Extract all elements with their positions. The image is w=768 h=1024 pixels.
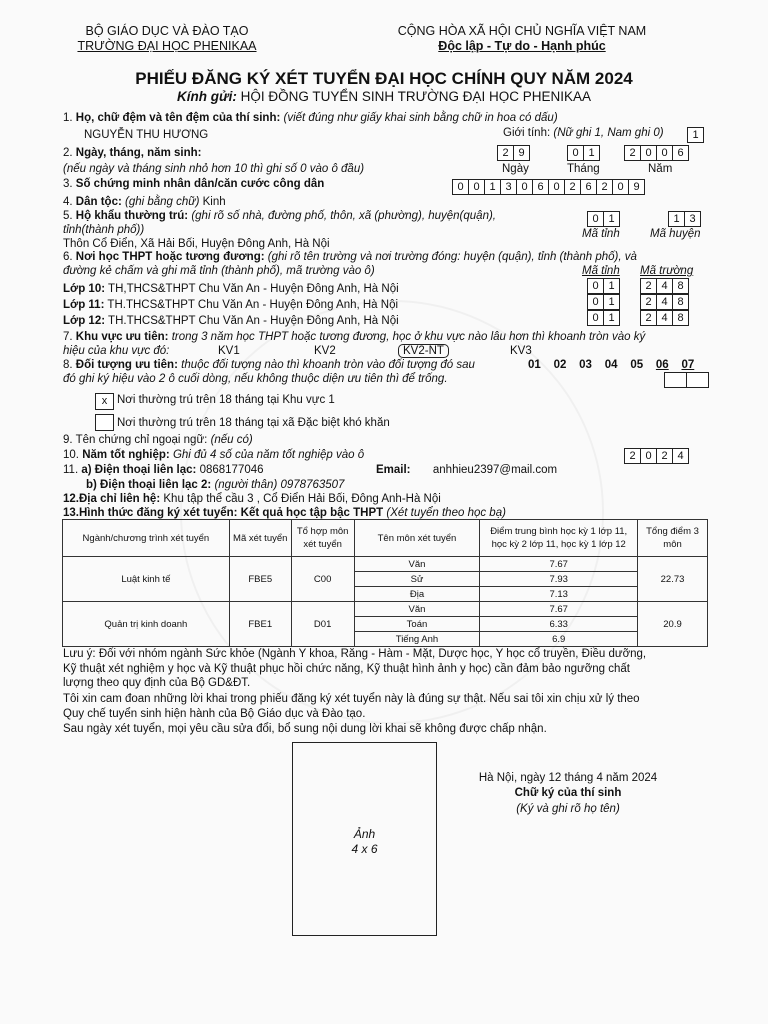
residence-district-boxes[interactable]: 1 3 (668, 211, 701, 227)
university-name: TRƯỜNG ĐẠI HỌC PHENIKAA (77, 39, 257, 53)
month-label: Tháng (567, 163, 600, 175)
field-2-label: 2. Ngày, tháng, năm sinh: (63, 147, 202, 159)
difficult-commune-checkbox[interactable] (95, 414, 114, 431)
region1-label: Nơi thường trú trên 18 tháng tại Khu vực 1 (117, 394, 335, 406)
grade-11-school-boxes[interactable]: 2 4 8 (640, 294, 689, 310)
grade-10-province-boxes[interactable]: 0 1 (587, 278, 620, 294)
score-cell: 7.13 (480, 587, 638, 602)
table-row (63, 602, 708, 617)
subject-cell: Văn (354, 557, 480, 572)
day-label: Ngày (502, 163, 529, 175)
note-line-1: Lưu ý: Đối với nhóm ngành Sức khỏe (Ngành Y khoa, Răng - Hàm - Mặt, Dược học, Y học cổ truyền, Điều dưỡng, (63, 648, 647, 660)
code-cell: FBE5 (229, 557, 291, 602)
field-7-label: 7. Khu vực ưu tiên: trong 3 năm học THPT hoặc tương đương, học ở khu vực nào lâu hơn thì khoanh tròn vào ký (63, 331, 646, 343)
subject-cell: Tiếng Anh (354, 632, 480, 647)
note-line-6: Sau ngày xét tuyển, mọi yêu cầu sửa đổi, bổ sung nội dung lời khai sẽ không được chấp nhận. (63, 723, 547, 735)
priority-code-boxes[interactable] (664, 372, 709, 388)
total-cell: 22.73 (638, 557, 708, 602)
signature-date: Hà Nội, ngày 12 tháng 4 năm 2024 (478, 772, 658, 784)
field-6-label: 6. Nơi học THPT hoặc tương đương: (ghi rõ tên trường và nơi trường đóng: huyện (quận), tỉnh (thành phố), và (63, 251, 637, 263)
code-cell: FBE1 (229, 602, 291, 647)
gender-box[interactable]: 1 (687, 127, 706, 143)
admission-table (62, 519, 708, 647)
signature-hint: (Ký và ghi rõ họ tên) (516, 803, 620, 815)
grade-10-school[interactable]: Lớp 10: TH,THCS&THPT Chu Văn An - Huyện Đông Anh, Hà Nội (63, 283, 399, 295)
region-kv1[interactable]: KV1 (218, 345, 240, 357)
subject-cell: Địa (354, 587, 480, 602)
column-header: Điểm trung bình học kỳ 1 lớp 11, học kỳ 2 lớp 11, học kỳ 1 lớp 12 (480, 520, 638, 557)
province-code-label: Mã tỉnh (582, 228, 620, 240)
grade-12-school[interactable]: Lớp 12: TH.THCS&THPT Chu Văn An - Huyện Đông Anh, Hà Nội (63, 315, 399, 327)
grade-12-school-boxes[interactable]: 2 4 8 (640, 310, 689, 326)
photo-box (292, 742, 437, 936)
ethnicity-value: Kinh (202, 196, 226, 208)
recipient-label: Kính gửi: (176, 89, 237, 104)
field-12-label: 12.Địa chỉ liên hệ: Khu tập thể cầu 3 , Cổ Điển Hải Bối, Đông Anh-Hà Nội (63, 493, 441, 505)
field-6-hint: đường kẻ chấm và ghi mã tỉnh (thành phố), mã trường vào ô) (63, 265, 375, 277)
subject-cell: Toán (354, 617, 480, 632)
photo-label: Ảnh (353, 827, 376, 841)
grade-11-school[interactable]: Lớp 11: TH.THCS&THPT Chu Văn An - Huyện Đông Anh, Hà Nội (63, 299, 399, 311)
school-province-label: Mã tỉnh (582, 265, 620, 277)
national-motto: Độc lập - Tự do - Hạnh phúc (438, 39, 606, 53)
program-cell: Luật kinh tế (63, 557, 230, 602)
column-header: Mã xét tuyển (229, 520, 291, 557)
phone-value: 0868177046 (199, 464, 264, 476)
note-line-3: lượng theo quy định của Bộ GD&ĐT. (63, 677, 251, 689)
score-cell: 7.67 (480, 602, 638, 617)
grade-10-school-boxes[interactable]: 2 4 8 (640, 278, 689, 294)
combo-cell: C00 (291, 557, 354, 602)
form-title: PHIẾU ĐĂNG KÝ XÉT TUYỂN ĐẠI HỌC CHÍNH QUY NĂM 2024 (135, 69, 633, 88)
table-row (63, 557, 708, 572)
priority-codes[interactable]: 01 02 03 04 05 06 07 (528, 359, 695, 371)
recipient-value: HỘI ĐỒNG TUYỂN SINH TRƯỜNG ĐẠI HỌC PHENIKAA (240, 89, 592, 104)
field-8-hint: đó ghi ký hiệu vào 2 ô cuối dòng, nếu không thuộc diện ưu tiên thì để trống. (63, 373, 448, 385)
field-11-phone: 11. a) Điện thoại liên lạc: 0868177046 (63, 464, 264, 476)
id-number-boxes[interactable]: 0 0 1 3 0 6 0 2 6 2 0 9 (452, 179, 645, 195)
email-value: anhhieu2397@mail.com (432, 464, 558, 476)
field-2-hint: (nếu ngày và tháng sinh nhỏ hơn 10 thì ghi số 0 vào ô đầu) (63, 163, 365, 175)
full-name-value[interactable]: NGUYỄN THU HƯƠNG (84, 129, 209, 141)
district-code-label: Mã huyện (650, 228, 701, 240)
region-kv2[interactable]: KV2 (314, 345, 336, 357)
note-line-5: Quy chế tuyển sinh hiện hành của Bộ Giáo dục và Đào tạo. (63, 708, 366, 720)
difficult-commune-label: Nơi thường trú trên 18 tháng tại xã Đặc biệt khó khăn (117, 417, 390, 429)
combo-cell: D01 (291, 602, 354, 647)
recipient-line (0, 89, 768, 104)
residence-value[interactable]: Thôn Cổ Điển, Xã Hải Bối, Huyện Đông Anh, Hà Nội (63, 238, 330, 250)
birth-year-boxes[interactable]: 2 0 0 6 (624, 145, 689, 161)
gender-label: Giới tính: (Nữ ghi 1, Nam ghi 0) (503, 127, 664, 139)
score-cell: 7.67 (480, 557, 638, 572)
birth-day-boxes[interactable]: 2 9 (497, 145, 530, 161)
signature-title: Chữ ký của thí sinh (514, 787, 622, 799)
year-label: Năm (648, 163, 673, 175)
email-line: Email: anhhieu2397@mail.com (376, 464, 558, 476)
table-header-row (63, 520, 708, 557)
address-value: Khu tập thể cầu 3 , Cổ Điển Hải Bối, Đông Anh-Hà Nội (163, 493, 441, 505)
field-5-hint: tỉnh(thành phố)) (63, 224, 145, 236)
field-4-label: 4. Dân tộc: (ghi bằng chữ) Kinh (63, 196, 226, 208)
field-1-label: 1. Họ, chữ đệm và tên đệm của thí sinh: (viết đúng như giấy khai sinh bằng chữ in hoa có dấu) (63, 112, 558, 124)
program-cell: Quản trị kinh doanh (63, 602, 230, 647)
field-9-label: 9. Tên chứng chỉ ngoại ngữ: (nếu có) (63, 434, 253, 446)
total-cell: 20.9 (638, 602, 708, 647)
field-8-label: 8. Đối tượng ưu tiên: thuộc đối tượng nào thì khoanh tròn vào đối tượng đó sau (63, 359, 475, 371)
column-header: Tên môn xét tuyển (354, 520, 480, 557)
field-11-phone2: b) Điện thoại liên lạc 2: (người thân) 0978763507 (86, 479, 345, 491)
ministry-name: BỘ GIÁO DỤC VÀ ĐÀO TẠO (85, 24, 249, 38)
graduation-year-boxes[interactable]: 2 0 2 4 (624, 448, 689, 464)
column-header: Tổng điểm 3 môn (638, 520, 708, 557)
region-kv2-nt-selected[interactable]: KV2-NT (398, 344, 449, 358)
region1-checkbox[interactable]: x (95, 393, 114, 410)
photo-size-label: 4 x 6 (351, 842, 378, 856)
school-code-label: Mã trường (640, 265, 694, 277)
field-13-label: 13.Hình thức đăng ký xét tuyển: Kết quả học tập bậc THPT (Xét tuyển theo học bạ) (63, 507, 506, 519)
republic-name: CỘNG HÒA XÃ HỘI CHỦ NGHĨA VIỆT NAM (397, 24, 647, 38)
field-3-label: 3. Số chứng minh nhân dân/căn cước công dân (63, 178, 325, 190)
column-header: Tổ hợp môn xét tuyển (291, 520, 354, 557)
score-cell: 6.33 (480, 617, 638, 632)
region-kv3[interactable]: KV3 (510, 345, 532, 357)
phone2-value: 0978763507 (280, 479, 345, 491)
field-5-label: 5. Hộ khẩu thường trú: (ghi rõ số nhà, đường phố, thôn, xã (phường), huyện(quận), (63, 210, 496, 222)
score-cell: 6.9 (480, 632, 638, 647)
subject-cell: Văn (354, 602, 480, 617)
grade-11-province-boxes[interactable]: 0 1 (587, 294, 620, 310)
note-line-4: Tôi xin cam đoan những lời khai trong phiếu đăng ký xét tuyển này là đúng sự thật. Nếu sai tôi xin chịu xử lý theo (63, 693, 640, 705)
note-line-2: Kỹ thuật xét nghiệm y học và Kỹ thuật phục hồi chức năng, Kỹ thuật hình ảnh y học) cần đảm bảo ngưỡng chất (63, 663, 630, 675)
field-10-label: 10. Năm tốt nghiệp: Ghi đủ 4 số của năm tốt nghiệp vào ô (63, 449, 365, 461)
subject-cell: Sử (354, 572, 480, 587)
residence-province-boxes[interactable]: 0 1 (587, 211, 620, 227)
field-7-hint: hiệu của khu vực đó: (63, 345, 170, 357)
score-cell: 7.93 (480, 572, 638, 587)
birth-month-boxes[interactable]: 0 1 (567, 145, 600, 161)
grade-12-province-boxes[interactable]: 0 1 (587, 310, 620, 326)
column-header: Ngành/chương trình xét tuyển (63, 520, 230, 557)
